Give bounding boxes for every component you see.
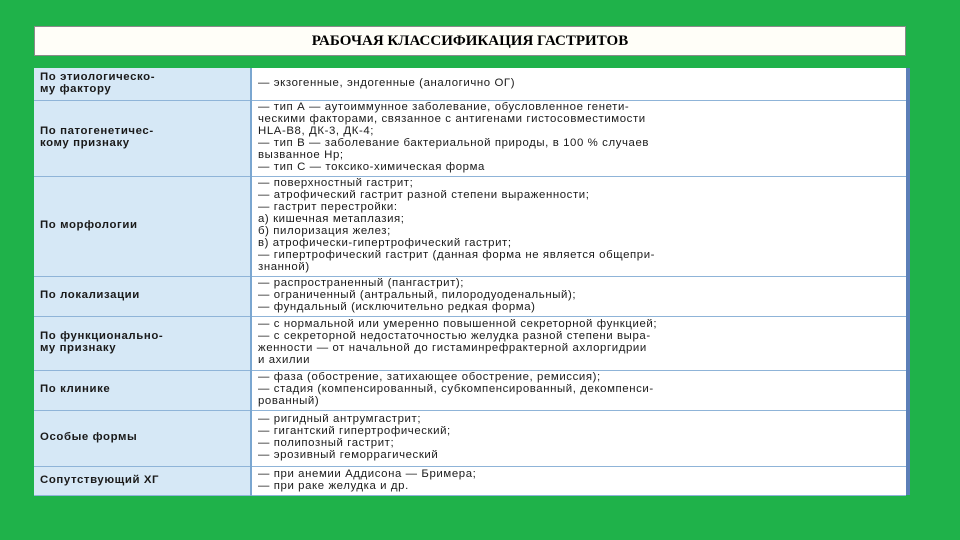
item-line: — распространенный (пангастрит); <box>258 278 465 290</box>
category-label: По этиологическо- <box>40 70 156 83</box>
item-line: — тип С — токсико-химическая форма <box>258 161 485 173</box>
page-title: РАБОЧАЯ КЛАССИФИКАЦИЯ ГАСТРИТОВ <box>311 32 629 49</box>
item-line: — с секреторной недостаточностью желудка разной степени выра- <box>258 331 651 343</box>
item-line: — стадия (компенсированный, субкомпенсированный, декомпенси- <box>258 384 654 396</box>
table-row <box>34 410 906 466</box>
table-row <box>34 316 906 370</box>
category-label: По локализации <box>40 289 140 302</box>
items-cell <box>251 316 906 370</box>
category-cell <box>34 276 251 316</box>
category-cell <box>34 370 251 410</box>
item-line: а) кишечная метаплазия; <box>258 214 405 226</box>
item-line: — гигантский гипертрофический; <box>258 426 451 438</box>
category-label: му признаку <box>40 342 117 354</box>
category-label: По патогенетичес- <box>40 125 154 138</box>
item-line: — при анемии Аддисона — Бримера; <box>258 468 477 480</box>
category-label: Сопутствующий ХГ <box>40 473 160 486</box>
table-row <box>34 466 906 495</box>
item-line: б) пилоризация желез; <box>258 226 391 237</box>
category-label: По функционально- <box>40 330 164 343</box>
item-line: и ахилии <box>258 354 311 366</box>
title-banner <box>34 26 906 56</box>
category-cell <box>34 410 251 466</box>
table-row <box>34 176 906 276</box>
item-line: — эрозивный геморрагический <box>258 449 439 461</box>
item-line: вызванное Hp; <box>258 149 344 161</box>
item-line: HLA-B8, ДК-3, ДК-4; <box>258 126 375 138</box>
item-line: — гипертрофический гастрит (данная форма не является общепри- <box>258 249 656 261</box>
category-label: кому признаку <box>40 137 130 149</box>
table-row <box>34 276 906 316</box>
table-row <box>34 100 906 176</box>
items-cell <box>251 68 906 100</box>
item-line: — ригидный антрумгастрит; <box>258 414 422 426</box>
item-line: женности — от начальной до гистаминрефрактерной ахлоргидрии <box>258 343 647 354</box>
item-line: — атрофический гастрит разной степени выраженности; <box>258 190 590 202</box>
item-line: в) атрофически-гипертрофический гастрит; <box>258 237 512 249</box>
category-label: Особые формы <box>40 431 138 444</box>
category-cell <box>34 68 251 100</box>
category-cell <box>34 100 251 176</box>
item-line: — при раке желудка и др. <box>258 480 409 492</box>
items-cell <box>251 370 906 410</box>
item-line: — тип А — аутоиммунное заболевание, обусловленное генети- <box>258 102 630 114</box>
item-line: — гастрит перестройки: <box>258 202 398 214</box>
category-cell <box>34 316 251 370</box>
item-line: — поверхностный гастрит; <box>258 178 414 190</box>
item-line: знанной) <box>258 261 310 273</box>
classification-table-body <box>34 68 906 495</box>
item-line: ческими факторами, связанное с антигенами гистосовместимости <box>258 114 646 126</box>
items-cell <box>251 276 906 316</box>
category-label: му фактору <box>40 82 112 95</box>
item-line: — экзогенные, эндогенные (аналогично ОГ) <box>258 77 516 89</box>
item-line: — ограниченный (антральный, пилородуоденальный); <box>258 290 577 302</box>
items-cell <box>251 466 906 495</box>
items-cell <box>251 176 906 276</box>
category-cell <box>34 466 251 495</box>
category-label: По морфологии <box>40 219 138 232</box>
classification-table-container <box>34 68 910 495</box>
category-label: По клинике <box>40 383 111 396</box>
classification-table <box>34 68 906 496</box>
item-line: — с нормальной или умеренно повышенной секреторной функцией; <box>258 319 658 331</box>
item-line: — фундальный (исключительно редкая форма) <box>258 301 536 313</box>
table-row <box>34 370 906 410</box>
items-cell <box>251 410 906 466</box>
items-cell <box>251 100 906 176</box>
item-line: рованный) <box>258 395 320 407</box>
category-cell <box>34 176 251 276</box>
item-line: — полипозный гастрит; <box>258 438 395 449</box>
table-row <box>34 68 906 100</box>
item-line: — тип В — заболевание бактериальной природы, в 100 % случаев <box>258 138 650 149</box>
item-line: — фаза (обострение, затихающее обострение, ремиссия); <box>258 372 601 384</box>
